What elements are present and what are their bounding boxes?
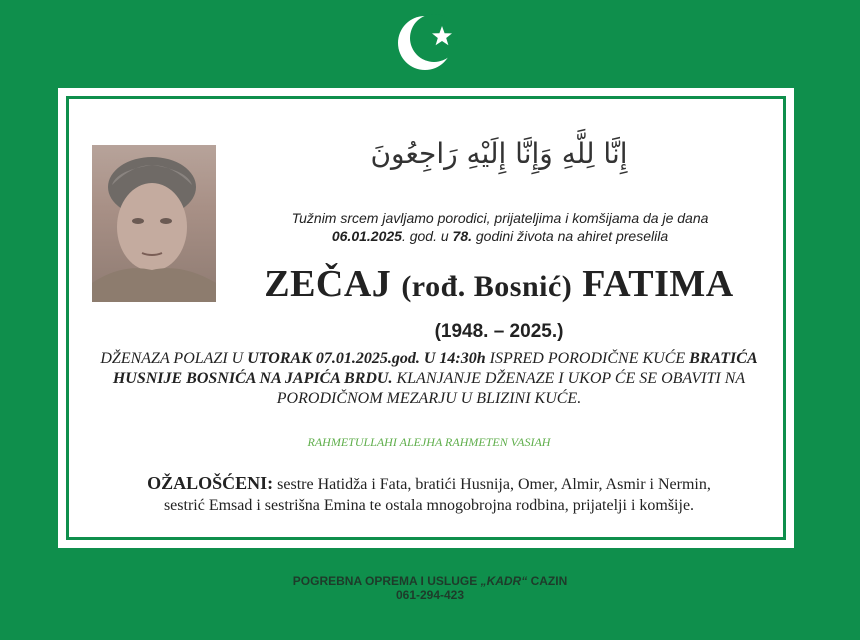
intro-fragment: . god. u xyxy=(401,228,453,244)
deceased-name xyxy=(219,262,779,306)
age: 78. xyxy=(452,228,472,244)
funeral-house: BRATIĆA HUSNIJE BOSNIĆA NA JAPIĆA BRDU. xyxy=(112,350,758,387)
funeral-fragment: DŽENAZA POLAZI U xyxy=(100,350,248,367)
company-name: „KADR“ xyxy=(480,574,528,588)
mourners-line-2: sestrić Emsad i sestrišna Emina te ostala mnogobrojna rodbina, prijatelji i komšije. xyxy=(163,497,695,514)
arabic-verse: إِنَّا لِلَّهِ وَإِنَّا إِلَيْهِ رَاجِعُونَ xyxy=(370,137,628,170)
green-border-frame xyxy=(66,96,786,540)
company-fragment: POGREBNA OPREMA I USLUGE xyxy=(292,574,481,588)
maiden-name: (rođ. Bosnić) xyxy=(401,270,573,303)
company-fragment: CAZIN xyxy=(527,574,568,588)
company-phone: 061-294-423 xyxy=(395,588,465,602)
funeral-time: U 14:30h xyxy=(423,350,486,367)
funeral-fragment: KLANJANJE DŽENAZE I UKOP ĆE SE OBAVITI NA PORODIČNOM MEZARJU U BLIZINI KUĆE. xyxy=(276,370,746,407)
mourners-label: OŽALOŠĆENI: xyxy=(147,473,274,493)
crescent-and-star-icon xyxy=(396,12,458,74)
surname: ZEČAJ xyxy=(264,263,392,305)
intro-line-2 xyxy=(235,227,765,245)
death-date: 06.01.2025 xyxy=(331,228,402,244)
funeral-day-date: UTORAK 07.01.2025.god. xyxy=(247,350,420,367)
funeral-home-footer xyxy=(230,574,630,602)
mourners-text: sestre Hatidža i Fata, bratići Husnija, Omer, Almir, Asmir i Nermin, xyxy=(273,476,711,493)
intro-text xyxy=(235,209,765,245)
first-name: FATIMA xyxy=(582,263,734,305)
mourners-line-1 xyxy=(89,473,769,495)
intro-fragment: godini života na ahiret preselila xyxy=(472,228,669,244)
portrait-photo xyxy=(92,145,216,302)
obituary-card xyxy=(58,88,794,548)
life-years: (1948. – 2025.) xyxy=(434,321,564,342)
company-line xyxy=(230,574,630,588)
funeral-info xyxy=(89,349,769,409)
prayer-line: RAHMETULLAHI ALEJHA RAHMETEN VASIAH xyxy=(307,435,551,449)
funeral-fragment: ISPRED PORODIČNE KUĆE xyxy=(485,350,690,367)
intro-line-1: Tužnim srcem javljamo porodici, prijateljima i komšijama da je dana xyxy=(291,210,709,226)
mourners-list xyxy=(89,473,769,516)
